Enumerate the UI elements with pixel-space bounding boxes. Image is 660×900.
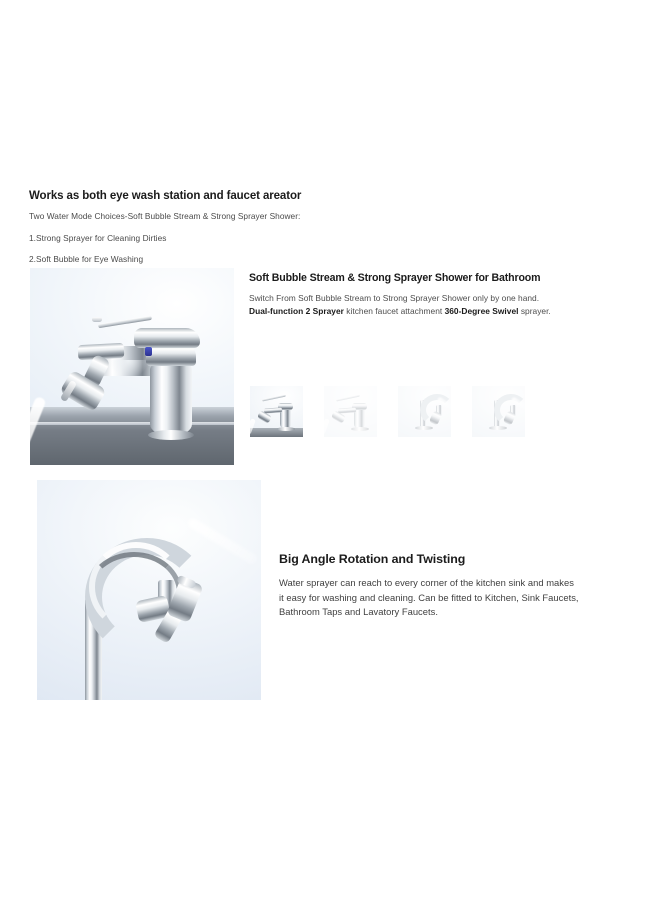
intro-heading: Works as both eye wash station and faucet areator xyxy=(29,190,302,202)
thumbnail-faucet-base xyxy=(415,426,433,430)
bathroom-body-bold2: 360-Degree Swivel xyxy=(444,306,519,316)
bathroom-body-part1: Switch From Soft Bubble Stream to Strong Sprayer Shower only by one hand. xyxy=(249,293,540,303)
faucet-neck-highlight xyxy=(104,360,152,386)
bathroom-section-heading: Soft Bubble Stream & Strong Sprayer Shower for Bathroom xyxy=(249,272,541,284)
rotation-demo-photo xyxy=(37,480,261,700)
thumbnail-1[interactable] xyxy=(250,386,303,437)
intro-line-strong-sprayer: 1.Strong Sprayer for Cleaning Dirties xyxy=(29,233,167,243)
bathroom-body-bold1: Dual-function 2 Sprayer xyxy=(249,306,344,316)
rotation-section xyxy=(279,552,581,620)
thumbnail-4[interactable] xyxy=(472,386,525,437)
handle-indicator-blue xyxy=(145,347,152,356)
bathroom-section-body xyxy=(249,292,557,318)
bathroom-body-part3: sprayer. xyxy=(518,306,551,316)
intro-text-block xyxy=(29,190,359,275)
faucet-base xyxy=(148,430,194,440)
intro-line-modes: Two Water Mode Choices-Soft Bubble Stream & Strong Sprayer Shower: xyxy=(29,211,301,221)
bathroom-body-part2: kitchen faucet attachment xyxy=(343,306,445,316)
countertop-surface xyxy=(30,407,234,465)
thumbnail-faucet-base xyxy=(489,426,507,430)
thumbnail-2[interactable] xyxy=(324,386,377,437)
countertop-edge xyxy=(30,422,234,425)
rotation-section-heading: Big Angle Rotation and Twisting xyxy=(279,552,466,566)
rotation-section-body: Water sprayer can reach to every corner of the kitchen sink and makes it easy for washing and cleaning. Can be fitted to Kitchen, Sink Faucets, Bathroom Taps and Lavatory Faucets. xyxy=(279,577,579,617)
faucet-handle-tip xyxy=(92,317,102,322)
bathroom-section xyxy=(249,272,557,318)
main-product-photo xyxy=(30,268,234,465)
thumbnail-3[interactable] xyxy=(398,386,451,437)
intro-line-soft-bubble: 2.Soft Bubble for Eye Washing xyxy=(29,254,144,264)
faucet-body xyxy=(150,364,192,436)
faucet-lever xyxy=(134,328,200,348)
thumbnail-faucet-base xyxy=(277,427,295,431)
thumbnail-faucet-base xyxy=(351,427,369,431)
